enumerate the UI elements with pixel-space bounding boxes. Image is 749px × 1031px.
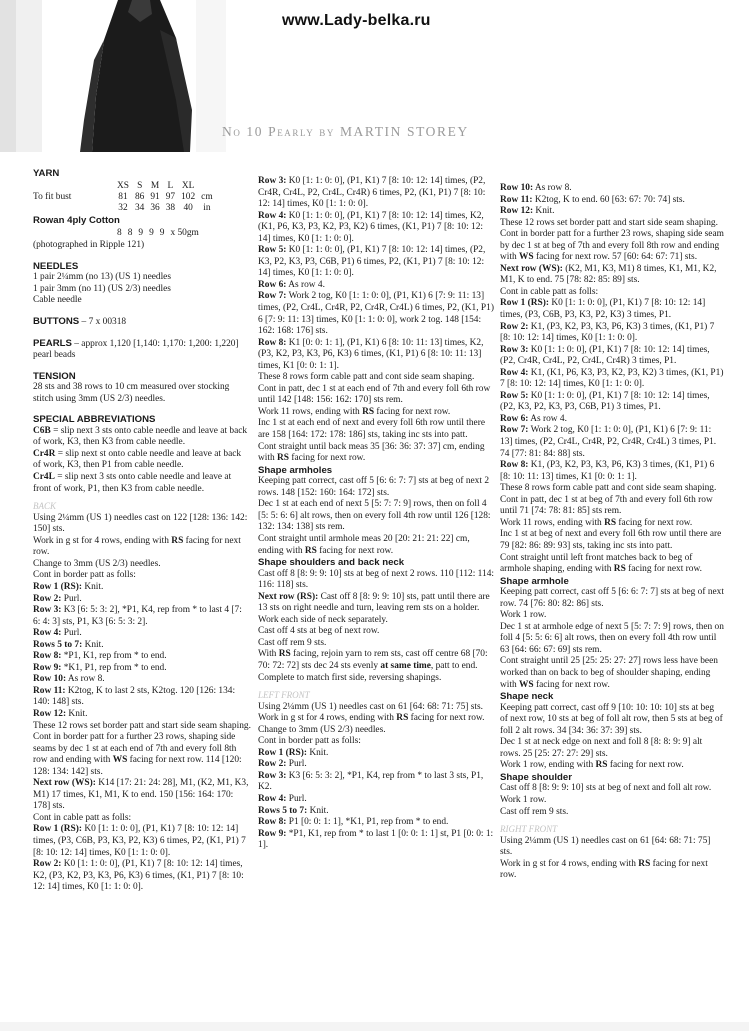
- amount-unit: x 50gm: [170, 227, 199, 238]
- row-instruction: Row 6: As row 4.: [258, 279, 325, 290]
- size-cell: XS: [117, 180, 129, 191]
- amount-cell: 9: [149, 227, 154, 238]
- row-instruction: Row 4: K1, (K1, P6, K3, P3, K2, P3, K2) 3 times, (K1, P1) 7 [8: 10: 12: 14] times, K0 [1: 1: 0: 0].: [500, 367, 724, 390]
- row-instruction: Rows 5 to 7: Knit.: [33, 639, 104, 650]
- row-instruction: Row 12: Knit.: [500, 206, 555, 217]
- bust-cm-row: [33, 192, 219, 203]
- instruction-text: Work 11 rows, ending with RS facing for next row.: [258, 406, 451, 417]
- instruction-text: These 8 rows form cable patt and cont side seam shaping.: [258, 372, 475, 383]
- row-instruction: Row 2: K1, (P3, K2, P3, K3, P6, K3) 3 times, (K1, P1) 7 [8: 10: 12: 14] times, K0 [1: 1: 0: 0].: [500, 321, 715, 344]
- bust-label: To fit bust: [33, 191, 72, 202]
- row-instruction: Next row (WS): K14 [17: 21: 24: 28], M1, (K2, M1, K3, M1) 17 times, K1, M1, K to end. 150 [156: 164: 170: 178] sts.: [33, 778, 249, 812]
- right-front-heading: RIGHT FRONT: [500, 824, 558, 835]
- instruction-text: Cast off 4 sts at beg of next row.: [258, 626, 380, 637]
- instruction-text: Cast off rem 9 sts.: [258, 637, 327, 648]
- bust-in-row: [33, 203, 219, 214]
- row-instruction: Row 1 (RS): Knit.: [258, 747, 329, 758]
- instruction-text: Using 2¼mm (US 1) needles cast on 122 [128: 136: 142: 150] sts.: [33, 512, 248, 535]
- column-3: [500, 183, 724, 882]
- instruction-text: Work in g st for 4 rows, ending with RS facing for next row.: [500, 858, 708, 881]
- row-instruction: Row 2: Purl.: [33, 593, 82, 604]
- shape-shoulder-heading: Shape shoulder: [500, 771, 572, 783]
- instruction-text: Work each side of neck separately.: [258, 614, 388, 625]
- instruction-text: Cont in border patt for a further 23 rows, shaping side seam by dec 1 st at beg of 7th and every foll 8th row and ending with WS facing for next row. 57 [60: 64: 67: 71] sts.: [500, 229, 724, 263]
- instruction-text: Change to 3mm (US 2/3) needles.: [258, 724, 386, 735]
- instruction-text: Dec 1 st at neck edge on next and foll 8 [8: 8: 9: 9] alt rows. 25 [25: 27: 27: 29] sts.: [500, 737, 703, 759]
- row-instruction: Row 4: K0 [1: 1: 0: 0], (P1, K1) 7 [8: 10: 12: 14] times, K2, (K1, P6, K3, P3, K2, P3, K2) 6 times, (K1, P1) 7 [8: 10: 12: 14] times, K0 [1: 1: 0: 0].: [258, 210, 484, 244]
- instruction-text: Using 2¼mm (US 1) needles cast on 61 [64: 68: 71: 75] sts.: [258, 701, 483, 712]
- row-instruction: Row 1 (RS): Knit.: [33, 581, 104, 592]
- site-url: www.Lady-belka.ru: [282, 12, 431, 29]
- bust-cell: 34: [134, 203, 145, 214]
- instruction-text: Change to 3mm (US 2/3) needles.: [33, 558, 161, 569]
- instruction-text: Cast off rem 9 sts.: [500, 806, 569, 817]
- instruction-text: Cont in cable patt as folls:: [33, 812, 132, 823]
- instruction-text: Work 11 rows, ending with RS facing for next row.: [500, 517, 693, 528]
- needles-line: 1 pair 2¼mm (no 13) (US 1) needles: [33, 272, 171, 283]
- row-instruction: Row 3: K3 [6: 5: 3: 2], *P1, K4, rep from * to last 3 sts, P1, K2.: [258, 770, 484, 793]
- needles-line: 1 pair 3mm (no 11) (US 2/3) needles: [33, 283, 171, 294]
- bust-cell: 32: [118, 203, 128, 214]
- row-instruction: Row 11: K2tog, K to end. 60 [63: 67: 70: 74] sts.: [500, 194, 685, 205]
- amount-cell: 8: [127, 227, 133, 238]
- instruction-text: These 12 rows set border patt and start side seam shaping.: [33, 720, 251, 731]
- bust-cell: 81: [118, 191, 128, 202]
- row-instruction: Row 4: Purl.: [33, 628, 82, 639]
- sizes-table: [33, 181, 219, 215]
- abbreviations-heading: SPECIAL ABBREVIATIONS: [33, 414, 156, 426]
- row-instruction: Row 8: K1 [0: 0: 1: 1], (P1, K1) 6 [8: 10: 11: 13] times, K2, (P3, K2, P3, K3, P6, K3) 6 times, (K1, P1) 6 [8: 10: 11: 13] times, K1 [0: 0: 1: 1].: [258, 337, 484, 371]
- row-instruction: Row 5: K0 [1: 1: 0: 0], (P1, K1) 7 [8: 10: 12: 14] times, (P2, K3, P2, K3, P3, C6B, P1) 6 times, P2, (K1, P1) 7 [8: 10: 12: 14] times, K0 [1: 1: 0: 0].: [258, 245, 486, 279]
- needles-heading: NEEDLES: [33, 260, 79, 272]
- amount-cell: 9: [138, 227, 144, 238]
- row-instruction: Row 5: K0 [1: 1: 0: 0], (P1, K1) 7 [8: 10: 12: 14] times, (P2, K3, P2, K3, P3, C6B, P1) 3 times, P1.: [500, 390, 710, 413]
- buttons-heading: BUTTONS: [33, 316, 80, 328]
- instruction-text: Cont in border patt as folls:: [33, 570, 136, 581]
- pearls-line: [33, 338, 251, 362]
- instruction-text: Dec 1 st at armhole edge of next 5 [5: 7: 7: 9] rows, then on foll 4 [5: 5: 6: 6] alt rows, then on every foll 4th row until 63 [64: 66: 67: 69] sts rem.: [500, 621, 724, 655]
- instruction-text: Cont straight until 25 [25: 25: 27: 27] rows less have been worked than on back to beg of shoulder shaping, ending with WS facing for next row.: [500, 656, 718, 690]
- row-instruction: Row 8: K1, (P3, K2, P3, K3, P6, K3) 3 times, (K1, P1) 6 [8: 10: 11: 13] times, K1 [0: 0: 1: 1].: [500, 460, 715, 482]
- shape-shoulders-heading: Shape shoulders and back neck: [258, 557, 405, 569]
- abbreviation-c6b: C6B = slip next 3 sts onto cable needle and leave at back of work, K3, then K3 from cable needle.: [33, 425, 248, 448]
- instruction-text: With RS facing, rejoin yarn to rem sts, cast off centre 68 [70: 70: 72: 72] sts dec 24 sts evenly at same time, patt to end.: [258, 649, 488, 671]
- instruction-text: Cast off 8 [8: 9: 9: 10] sts at beg of next 2 rows. 110 [112: 114: 116: 118] sts.: [258, 568, 494, 591]
- size-cell: S: [137, 180, 143, 191]
- instruction-text: Using 2¼mm (US 1) needles cast on 61 [64: 68: 71: 75] sts.: [500, 835, 711, 858]
- column-2: [258, 176, 494, 852]
- instruction-text: Cont in border patt as folls:: [258, 736, 361, 747]
- bust-cell: 102: [181, 191, 196, 202]
- yarn-photo-note: (photographed in Ripple 121): [33, 240, 145, 251]
- amount-cell: 9: [159, 227, 165, 238]
- row-instruction: Next row (RS): Cast off 8 [8: 9: 9: 10] sts, patt until there are 13 sts on right needle and turn, leaving rem sts on a holder.: [258, 591, 490, 614]
- instruction-text: Work 1 row.: [500, 794, 547, 805]
- instruction-text: Complete to match first side, reversing shapings.: [258, 672, 442, 683]
- tension-heading: TENSION: [33, 370, 76, 382]
- page-edge: [0, 1022, 749, 1031]
- bust-cell: 86: [134, 191, 145, 202]
- buttons-text: – 7 x 00318: [79, 317, 127, 328]
- yarn-amount-table: [33, 228, 205, 239]
- tension-text: 28 sts and 38 rows to 10 cm measured over stocking stitch using 3mm (US 2/3) needles.: [33, 382, 230, 404]
- row-instruction: Row 1 (RS): K0 [1: 1: 0: 0], (P1, K1) 7 [8: 10: 12: 14] times, (P3, C6B, P3, K3, P2, K3) 3 times, P1.: [500, 298, 706, 321]
- instruction-text: Keeping patt correct, cast off 5 [6: 6: 7: 7] sts at beg of next 2 rows. 148 [152: 160: 164: 172] sts.: [258, 476, 490, 498]
- amount-cell: 8: [117, 227, 122, 238]
- instruction-text: Work 1 row.: [500, 610, 547, 621]
- row-instruction: Row 3: K3 [6: 5: 3: 2], *P1, K4, rep from * to last 4 [7: 6: 4: 3] sts, P1, K3 [6: 5: 3: 2].: [33, 605, 242, 627]
- instruction-text: Cont straight until armhole meas 20 [20: 21: 21: 22] cm, ending with RS facing for next row.: [258, 533, 470, 556]
- row-instruction: Row 4: Purl.: [258, 793, 307, 804]
- row-instruction: Next row (WS): (K2, M1, K3, M1) 8 times, K1, M1, K2, M1, K to end. 75 [78: 82: 85: 89] sts.: [500, 263, 717, 286]
- instruction-text: Work in g st for 4 rows, ending with RS facing for next row.: [33, 535, 241, 558]
- instruction-text: Inc 1 st at each end of next and every foll 6th row until there are 158 [164: 172: 178: 186] sts, taking inc sts into patt.: [258, 418, 486, 441]
- row-instruction: Row 11: K2tog, K to last 2 sts, K2tog. 120 [126: 134: 140: 148] sts.: [33, 685, 236, 708]
- row-instruction: Row 10: As row 8.: [33, 674, 105, 685]
- row-instruction: Row 2: K0 [1: 1: 0: 0], (P1, K1) 7 [8: 10: 12: 14] times, K2, (P3, K2, P3, K3, P6, K3) 6 times, (K1, P1) 7 [8: 10: 12: 14] times, K0 [1: 1: 0: 0].: [33, 859, 244, 893]
- abbreviation-cr4r: Cr4R = slip next st onto cable needle and leave at back of work, K3, then P1 from cable needle.: [33, 448, 242, 471]
- pattern-title: No 10 Pearly by MARTIN STOREY: [222, 124, 469, 139]
- size-cell: M: [150, 180, 160, 191]
- instruction-text: These 8 rows form cable patt and cont side seam shaping.: [500, 483, 717, 494]
- instruction-text: Cont in border patt for a further 23 rows, shaping side seams by dec 1 st at each end of 7th and every foll 8th row and ending with WS facing for next row. 114 [120: 128: 134: 142] sts.: [33, 732, 242, 777]
- needles-line: Cable needle: [33, 295, 82, 306]
- instruction-text: Keeping patt correct, cast off 9 [10: 10: 10: 10] sts at beg of next row, 10 sts at beg of foll alt row, then 5 sts at beg of foll 2 alt rows. 34 [34: 36: 37: 39] sts.: [500, 702, 723, 736]
- instruction-text: Keeping patt correct, cast off 5 [6: 6: 7: 7] sts at beg of next row. 74 [76: 80: 82: 86] sts.: [500, 587, 724, 609]
- instruction-text: Inc 1 st at beg of next and every foll 6th row until there are 79 [82: 86: 89: 93] sts, taking inc sts into patt.: [500, 529, 722, 551]
- size-cell: L: [167, 180, 174, 191]
- row-instruction: Row 3: K0 [1: 1: 0: 0], (P1, K1) 7 [8: 10: 12: 14] times, (P2, Cr4R, Cr4L, P2, Cr4L, Cr4R) 3 times, P1.: [500, 344, 710, 367]
- instruction-text: Cast off 8 [8: 9: 9: 10] sts at beg of next and foll alt row.: [500, 783, 712, 794]
- instruction-text: Cont in cable patt as folls:: [500, 286, 599, 297]
- row-instruction: Row 9: *P1, K1, rep from * to last 1 [0: 0: 1: 1] st, P1 [0: 0: 1: 1].: [258, 828, 494, 851]
- row-instruction: Rows 5 to 7: Knit.: [258, 805, 329, 816]
- abbreviation-cr4l: Cr4L = slip next 3 sts onto cable needle and leave at front of work, P1, then K3 from cable needle.: [33, 472, 232, 494]
- row-instruction: Row 2: Purl.: [258, 759, 307, 770]
- row-instruction: Row 8: *P1, K1, rep from * to end.: [33, 651, 167, 662]
- pearls-text: – approx 1,120 [1,140: 1,170: 1,200: 1,220] pearl beads: [33, 338, 239, 361]
- bust-cell: 91: [150, 191, 160, 202]
- yarn-name: Rowan 4ply Cotton: [33, 215, 120, 227]
- instruction-text: Dec 1 st at each end of next 5 [5: 7: 7: 9] rows, then on foll 4 [5: 5: 6: 6] alt rows, then on every foll 4th row until 126 [128: 132: 134: 138] sts rem.: [258, 499, 491, 533]
- row-instruction: Row 6: As row 4.: [500, 413, 567, 424]
- shape-armholes-heading: Shape armholes: [258, 464, 333, 476]
- model-photo: [0, 0, 226, 152]
- row-instruction: Row 1 (RS): K0 [1: 1: 0: 0], (P1, K1) 7 [8: 10: 12: 14] times, (P3, C6B, P3, K3, P2, K3) 6 times, P2, (K1, P1) 7 [8: 10: 12: 14] times, K0 [1: 1: 0: 0].: [33, 824, 246, 858]
- yarn-heading: YARN: [33, 168, 60, 179]
- bust-cell: 36: [150, 203, 160, 214]
- shape-armhole-heading: Shape armhole: [500, 575, 569, 587]
- row-instruction: Row 8: P1 [0: 0: 1: 1], *K1, P1, rep from * to end.: [258, 817, 449, 828]
- bust-unit: in: [203, 203, 211, 214]
- sizes-header-row: [33, 181, 219, 192]
- instruction-text: Cont straight until back meas 35 [36: 36: 37: 37] cm, ending with RS facing for next row.: [258, 441, 485, 464]
- buttons-line: [33, 316, 251, 329]
- bust-cell: 38: [165, 203, 176, 214]
- column-1: [33, 168, 251, 894]
- bust-cell: 97: [165, 191, 176, 202]
- row-instruction: Row 7: Work 2 tog, K0 [1: 1: 0: 0], (P1, K1) 6 [7: 9: 11: 13] times, (P2, Cr4L, Cr4R, P2, Cr4R, Cr4L) 3 times, P1. 74 [77: 81: 84: 88] sts.: [500, 425, 717, 459]
- bust-unit: cm: [201, 191, 213, 202]
- instruction-text: Cont in patt, dec 1 st at each end of 7th and every foll 6th row until 142 [148: 156: 162: 170] sts rem.: [258, 383, 491, 406]
- instruction-text: Work in g st for 4 rows, ending with RS facing for next row.: [258, 713, 485, 724]
- row-instruction: Row 9: *K1, P1, rep from * to end.: [33, 662, 167, 673]
- instruction-text: Cont straight until left front matches back to beg of armhole shaping, ending with RS facing for next row.: [500, 552, 702, 575]
- instruction-text: These 12 rows set border patt and start side seam shaping.: [500, 217, 718, 228]
- row-instruction: Row 3: K0 [1: 1: 0: 0], (P1, K1) 7 [8: 10: 12: 14] times, (P2, Cr4R, Cr4L, P2, Cr4L, Cr4R) 6 times, P2, (K1, P1) 7 [8: 10: 12: 14] times, K0 [1: 1: 0: 0].: [258, 176, 486, 210]
- left-front-heading: LEFT FRONT: [258, 690, 310, 701]
- size-cell: XL: [181, 180, 195, 191]
- model-photo-graphic: [0, 0, 226, 152]
- back-heading: BACK: [33, 501, 57, 512]
- instruction-text: Cont in patt, dec 1 st at beg of 7th and every foll 6th row until 71 [74: 78: 81: 85] sts rem.: [500, 494, 713, 517]
- pearls-heading: PEARLS: [33, 337, 72, 349]
- instruction-text: Work 1 row, ending with RS facing for next row.: [500, 760, 684, 771]
- row-instruction: Row 7: Work 2 tog, K0 [1: 1: 0: 0], (P1, K1) 6 [7: 9: 11: 13] times, (P2, Cr4L, Cr4R, P2, Cr4R, Cr4L) 6 times, P2, (K1, P1) 6 [7: 9: 11: 13] times, K0 [1: 1: 0: 0], work 2 tog. 148 [154: 162: 168: 176] sts.: [258, 291, 494, 337]
- bust-cell: 40: [183, 203, 193, 214]
- yarn-amount-row: [33, 228, 205, 239]
- shape-neck-heading: Shape neck: [500, 691, 554, 703]
- row-instruction: Row 10: As row 8.: [500, 183, 572, 193]
- row-instruction: Row 12: Knit.: [33, 708, 88, 719]
